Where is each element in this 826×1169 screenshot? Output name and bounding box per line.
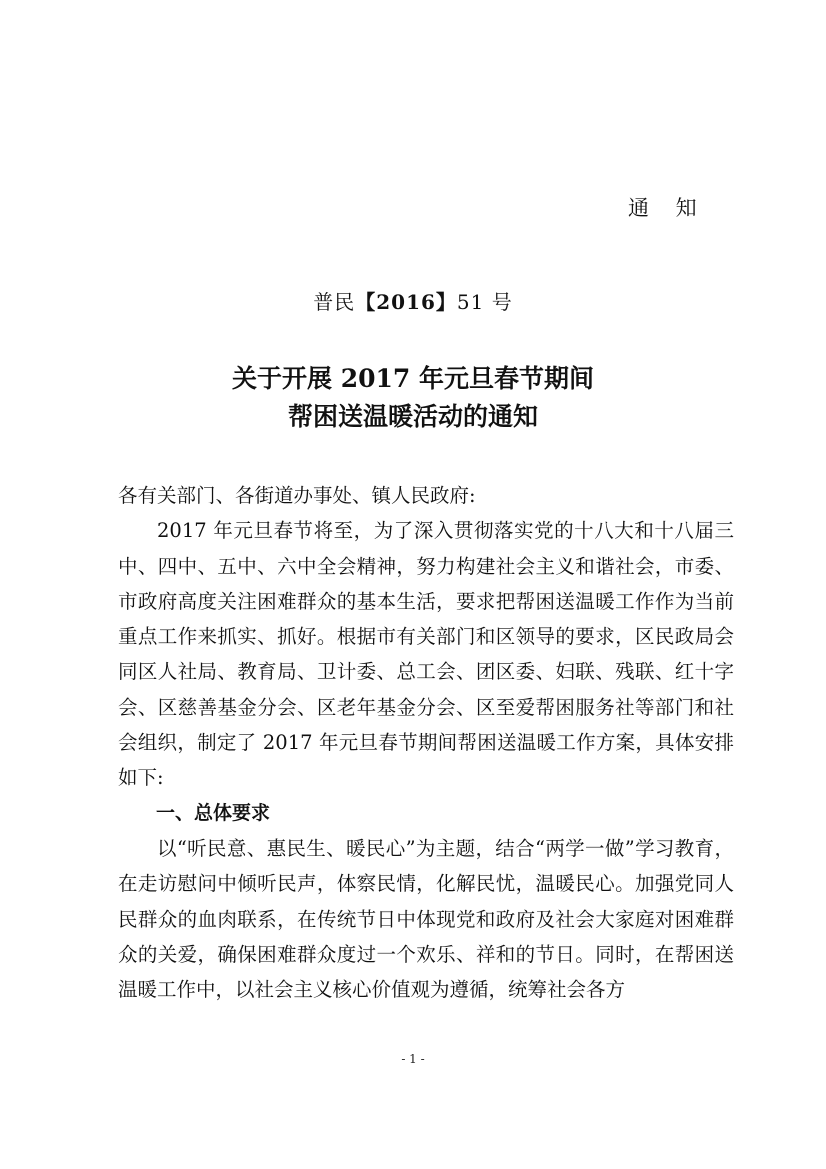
title-line-1: 关于开展 2017 年元旦春节期间 <box>232 364 594 393</box>
document-title <box>0 360 826 436</box>
doc-number-suffix: 51 号 <box>456 290 513 314</box>
page-number: - 1 - <box>401 1052 425 1066</box>
doc-number-prefix: 普民 <box>313 290 356 314</box>
salutation: 各有关部门、各街道办事处、镇人民政府: <box>118 484 476 507</box>
paragraph-intro: 2017 年元旦春节将至，为了深入贯彻落实党的十八大和十八届三中、四中、五中、六中全会精神，努力构建社会主义和谐社会，市委、市政府高度关注困难群众的基本生活，要求把帮困送温暖工作作为当前重点工作来抓实、抓好。根据市有关部门和区领导的要求，区民政局会同区人社局、教育局、卫计委、总工会、团区委、妇联、残联、红十字会、区慈善基金分会、区老年基金分会、区至爱帮困服务社等部门和社会组织，制定了 2017 年元旦春节期间帮困送温暖工作方案，具体安排如下: <box>118 519 734 790</box>
notice-heading: 通 知 <box>628 196 707 220</box>
section-heading-general-requirements: 一、总体要求 <box>156 801 271 824</box>
document-number <box>0 286 826 315</box>
paragraph-general-requirements: 以“听民意、惠民生、暖民心”为主题，结合“两学一做”学习教育，在走访慰问中倾听民声，体察民情，化解民忧，温暖民心。加强党同人民群众的血肉联系，在传统节日中体现党和政府及社会大家庭对困难群众的关爱，确保困难群众度过一个欢乐、祥和的节日。同时，在帮困送温暖工作中，以社会主义核心价值观为遵循，统筹社会各方 <box>118 836 734 1002</box>
document-body <box>118 478 734 1007</box>
doc-number-year: 【2016】 <box>355 290 457 314</box>
title-line-2: 帮困送温暖活动的通知 <box>287 402 538 431</box>
